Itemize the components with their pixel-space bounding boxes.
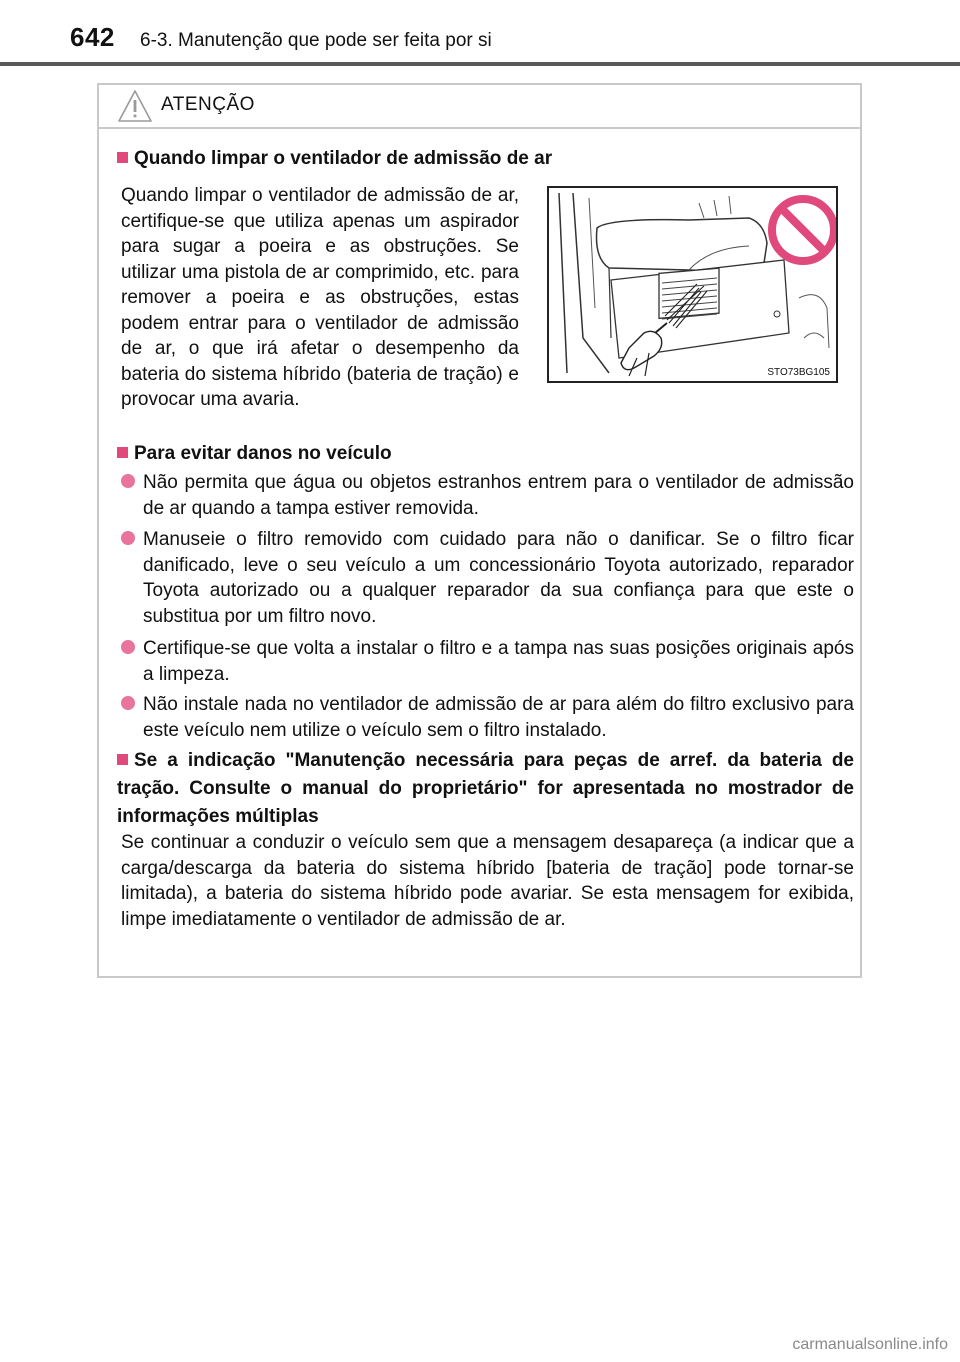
- list-item: [121, 692, 854, 743]
- section-heading-text: Para evitar danos no veículo: [134, 443, 392, 464]
- list-item: [121, 636, 854, 687]
- section-heading-text: Se a indicação "Manutenção necessária para peças de arref. da bateria de tração. Consulte o manual do proprietário" for apresentada no mostrador de informações múltiplas: [117, 750, 854, 827]
- list-item-text: Certifique-se que volta a instalar o filtro e a tampa nas suas posições originais após a limpeza.: [143, 638, 854, 685]
- indication-paragraph: Se continuar a conduzir o veículo sem que a mensagem desapareça (a indicar que a carga/descarga da bateria do sistema híbrido [bateria de tração] pode tornar-se limitada), a bateria do sistema híbrido pode avariar. Se esta mensagem for exibida, limpe imediatamente o ventilador de admissão de ar.: [121, 832, 854, 930]
- list-item-text: Manuseie o filtro removido com cuidado para não o danificar. Se o filtro ficar danificado, leve o seu veículo a um concessionário Toyota autorizado, reparador Toyota autorizado ou a qualquer reparador da sua confiança para que este o substitua por um filtro novo.: [143, 529, 854, 627]
- section-heading-cleaning: [117, 145, 552, 173]
- warning-box-header: [99, 85, 860, 129]
- page-number: 642: [70, 22, 115, 52]
- intake-vent-illustration: [549, 188, 836, 381]
- prohibition-icon: [772, 199, 834, 261]
- header-rule: [0, 62, 960, 66]
- section-heading-damage: [117, 440, 392, 468]
- warning-triangle-icon: [117, 89, 153, 123]
- list-item: [121, 470, 854, 521]
- section-heading-indication: [117, 747, 854, 831]
- warning-box: [97, 83, 862, 978]
- square-bullet-icon: [117, 152, 128, 163]
- list-item: [121, 527, 854, 629]
- section-heading-text: Quando limpar o ventilador de admissão de ar: [134, 148, 553, 169]
- warning-label: ATENÇÃO: [161, 94, 255, 115]
- square-bullet-icon: [117, 754, 128, 765]
- list-item-text: Não permita que água ou objetos estranhos entrem para o ventilador de admissão de ar quando a tampa estiver removida.: [143, 472, 854, 519]
- round-bullet-icon: [121, 531, 135, 545]
- square-bullet-icon: [117, 447, 128, 458]
- round-bullet-icon: [121, 640, 135, 654]
- section-title: 6-3. Manutenção que pode ser feita por si: [140, 30, 492, 51]
- page-header: [0, 0, 960, 66]
- figure-code: STO73BG105: [767, 367, 830, 378]
- watermark: carmanualsonline.info: [792, 1336, 948, 1353]
- round-bullet-icon: [121, 696, 135, 710]
- round-bullet-icon: [121, 474, 135, 488]
- vacuum-prohibited-figure: [547, 186, 838, 383]
- cleaning-paragraph: Quando limpar o ventilador de admissão de ar, certifique-se que utiliza apenas um aspirador para sugar a poeira e as obstruções. Se utilizar uma pistola de ar comprimido, etc. para remover a poeira e as obstruções, estas podem entrar para o ventilador de admissão de ar, o que irá afetar o desempenho da bateria do sistema híbrido (bateria de tração) e provocar uma avaria.: [121, 185, 519, 410]
- list-item-text: Não instale nada no ventilador de admissão de ar para além do filtro exclusivo para este veículo nem utilize o veículo sem o filtro instalado.: [143, 694, 854, 741]
